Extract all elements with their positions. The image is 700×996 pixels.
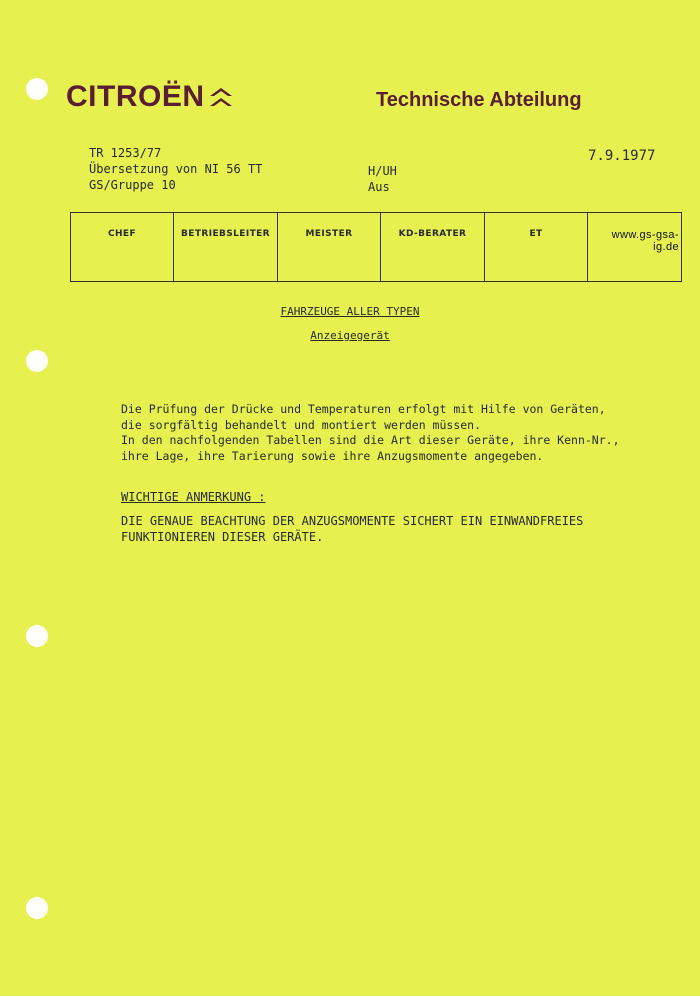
body-line: In den nachfolgenden Tabellen sind die Art dieser Geräte, ihre Kenn-Nr., (121, 433, 620, 447)
punch-hole (26, 897, 48, 919)
dist-chef: CHEF (71, 213, 174, 282)
brand-name: CITROËN (66, 80, 205, 113)
dist-et: ET (485, 213, 588, 282)
punch-hole (26, 625, 48, 647)
punch-hole (26, 350, 48, 372)
subject-subtitle (0, 329, 700, 342)
note-line: DIE GENAUE BEACHTUNG DER ANZUGSMOMENTE SICHERT EIN EINWANDFREIES (121, 514, 584, 528)
translation-ref: Übersetzung von NI 56 TT (89, 162, 263, 176)
body-line: ihre Lage, ihre Tarierung sowie ihre Anzugsmomente angegeben. (121, 448, 544, 463)
website-link[interactable]: www.gs-gsa-ig.de (588, 213, 682, 282)
body-text (121, 402, 661, 464)
dist-betriebsleiter: BETRIEBSLEITER (174, 213, 278, 282)
dist-meister: MEISTER (278, 213, 381, 282)
subject-subtitle-text: Anzeigegerät (310, 329, 390, 342)
citroen-logo (66, 80, 234, 114)
note-line: FUNKTIONIEREN DIESER GERÄTE. (121, 530, 324, 544)
distribution-table (70, 212, 682, 282)
double-chevron-icon (208, 85, 234, 109)
dist-kd-berater: KD-BERATER (381, 213, 485, 282)
body-line: Die Prüfung der Drücke und Temperaturen erfolgt mit Hilfe von Geräten, (121, 402, 606, 416)
group: GS/Gruppe 10 (89, 178, 176, 192)
note-heading: WICHTIGE ANMERKUNG : (121, 490, 266, 504)
body-line: die sorgfältig behandelt und montiert werden müssen. (121, 417, 482, 432)
status: Aus (368, 180, 390, 194)
subject-title-text: FAHRZEUGE ALLER TYPEN (280, 305, 420, 318)
punch-hole (26, 78, 48, 100)
note-body (121, 513, 601, 545)
department-title: Technische Abteilung (376, 89, 582, 111)
initials: H/UH (368, 164, 397, 178)
subject-title (0, 305, 700, 318)
ref-number: TR 1253/77 (89, 146, 162, 160)
document-date: 7.9.1977 (588, 148, 656, 164)
